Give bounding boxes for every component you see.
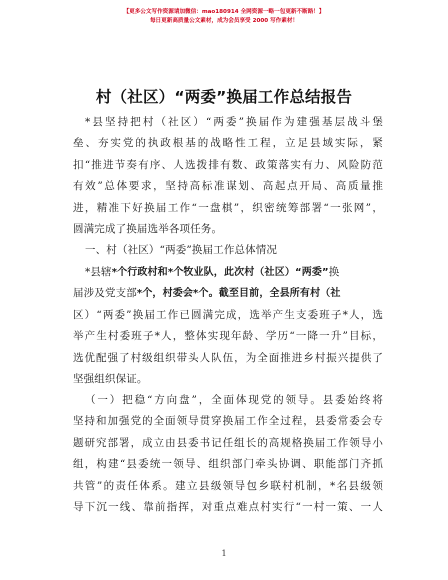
text-line: 选优配强了村级组织带头人队伍，为全面推进乡村振兴提供了 bbox=[73, 351, 383, 364]
paragraph-overview bbox=[73, 262, 383, 390]
bold-text-run: *个行政村和*个牧业队，此次村（社区）“两委” bbox=[111, 267, 329, 278]
text-line bbox=[73, 262, 383, 283]
text-line bbox=[73, 283, 383, 304]
page-number: 1 bbox=[221, 549, 227, 558]
document-title: 村（社区）“两委”换届工作总结报告 bbox=[95, 88, 353, 106]
text-line: *县坚持把村（社区）“两委”换届作为建强基层战斗堡 bbox=[85, 116, 383, 128]
promo-banner bbox=[0, 8, 448, 25]
text-line: （一）把稳“方向盘”，全面体现党的领导。县委始终将 bbox=[85, 394, 383, 406]
text-line: 坚强组织保证。 bbox=[73, 373, 148, 386]
promo-banner-line-1: 【更多公文写作资源请加微信：mao180914 全网资源一略一包更新不断路！】 bbox=[123, 9, 325, 15]
paragraph-direction bbox=[73, 390, 383, 518]
text-line: 坚持和加强党的全面领导贯穿换届工作全过程，县委常委会专 bbox=[73, 415, 383, 428]
text-line: 圆满完成了换届选举各项任务。 bbox=[73, 223, 223, 236]
text-line: 导下沉一线、靠前指挥，对重点难点村实行“一村一策、一人 bbox=[73, 501, 383, 514]
text-line: 有效”总体要求，坚持高标准谋划、高起点开局、高质量推 bbox=[73, 180, 383, 193]
text-line: 区）“两委”换届工作已圆满完成，选举产生支委班子*人，选 bbox=[73, 308, 383, 321]
text-line: 扣“推进节奏有序、人选拨排有数、政策落实有力、风险防范 bbox=[73, 158, 383, 171]
text-line: 垒、夯实党的执政根基的战略性工程，立足县域实际，紧 bbox=[73, 137, 383, 150]
text-line: 共管”的责任体系。建立县级领导包乡联村机制，*名县级领 bbox=[73, 479, 383, 492]
paragraph-intro bbox=[73, 112, 383, 240]
text-line: 组，构建“县委统一领导、组织部门牵头协调、职能部门齐抓 bbox=[73, 458, 383, 471]
bold-text-run: *个，村委会*个。截至目前，全县所有村（社 bbox=[136, 288, 341, 300]
text-line: 题研究部署，成立由县委书记任组长的高规格换届工作领导小 bbox=[73, 436, 383, 449]
text-line: 举产生村委班子*人，整体实现年龄、学历“一降一升”目标， bbox=[73, 330, 383, 343]
section-1-heading: 一、村（社区）“两委”换届工作总体情况 bbox=[85, 244, 278, 256]
text-run: 届涉及党支部 bbox=[73, 287, 137, 300]
promo-banner-line-2: 每日更新高质量公文素材，成为会员享受 2000 写作素材！ bbox=[149, 18, 299, 24]
text-line: 进，精准下好换届工作“一盘棋”，织密统筹部署“一张网”， bbox=[73, 201, 383, 214]
text-run: *县辖 bbox=[85, 266, 112, 278]
section-heading bbox=[73, 240, 383, 261]
text-run: 换 bbox=[328, 266, 340, 278]
